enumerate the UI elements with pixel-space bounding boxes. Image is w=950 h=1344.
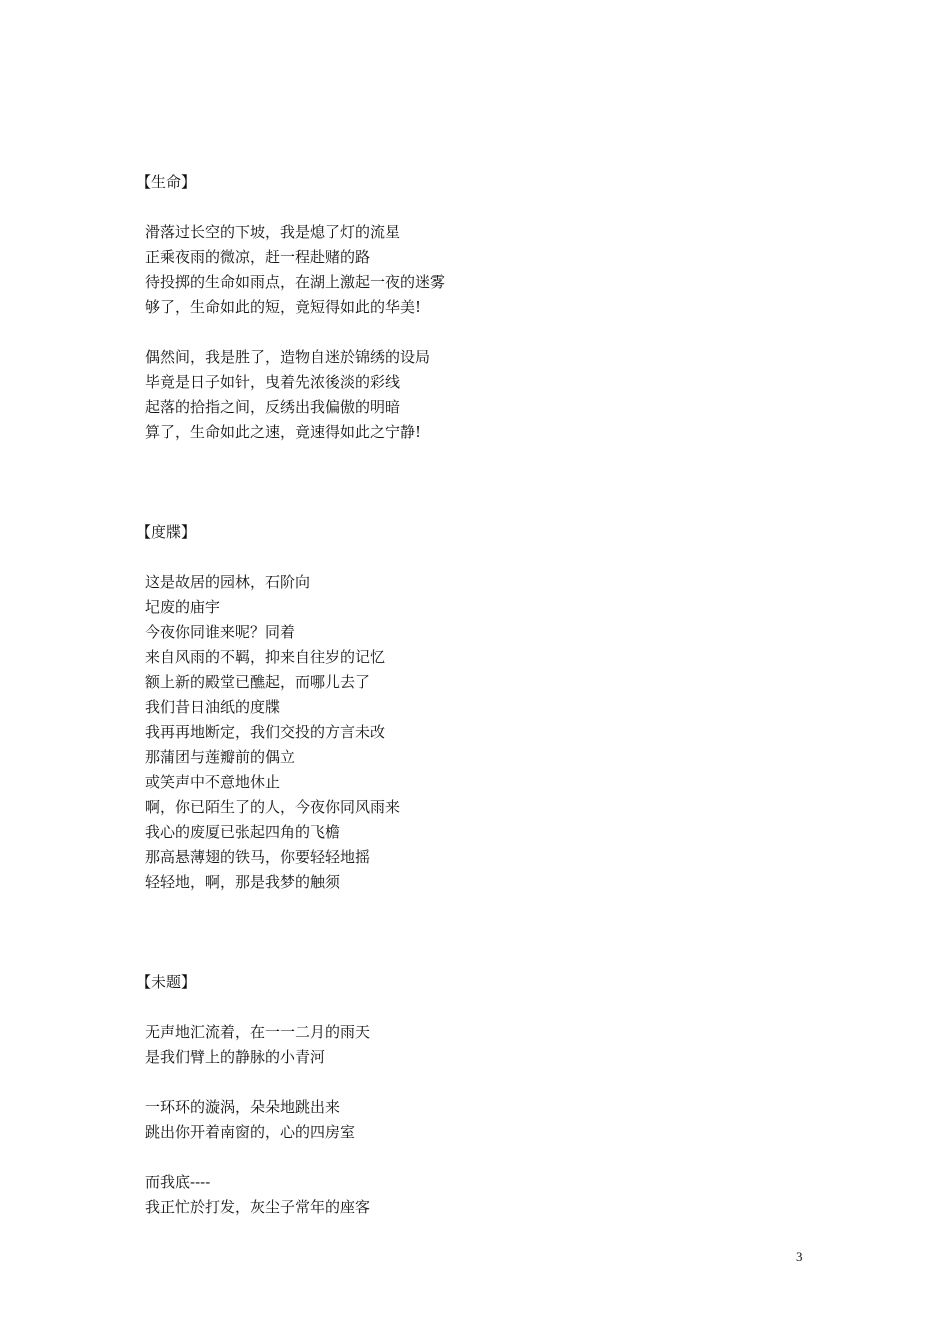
poem-line: 额上新的殿堂已醮起，而哪儿去了 <box>145 673 371 691</box>
poem-line: 算了，生命如此之速，竟速得如此之宁静! <box>145 423 422 441</box>
poem-line: 无声地汇流着，在一一二月的雨天 <box>145 1023 371 1041</box>
poem-line: 我正忙於打发，灰尘子常年的座客 <box>145 1198 371 1216</box>
poem-line: 偶然间，我是胜了，造物自迷於锦绣的设局 <box>145 348 431 366</box>
poem-line: 来自风雨的不羁，抑来自往岁的记忆 <box>145 648 386 666</box>
poem-line: 起落的拾指之间，反绣出我偏傲的明暗 <box>145 398 401 416</box>
stanza <box>145 1020 825 1070</box>
poem-line: 今夜你同谁来呢？同着 <box>145 623 296 641</box>
poem-line: 滑落过长空的下坡，我是熄了灯的流星 <box>145 223 401 241</box>
poem-line: 而我底---- <box>145 1173 211 1191</box>
poem-line: 我心的废厦已张起四角的飞檐 <box>145 823 341 841</box>
poem-dudie <box>136 520 825 895</box>
poem-line: 这是故居的园林，石阶向 <box>145 573 311 591</box>
poem-title: 【生命】 <box>136 173 197 191</box>
page-number: 3 <box>796 1249 803 1264</box>
poem-line: 毕竟是日子如针，曳着先浓後淡的彩线 <box>145 373 401 391</box>
poem-weiti <box>136 970 825 1220</box>
poem-line: 待投掷的生命如雨点，在湖上激起一夜的迷雾 <box>145 273 446 291</box>
poem-line: 圮废的庙宇 <box>145 598 221 616</box>
stanza <box>145 220 825 320</box>
poem-line: 轻轻地，啊，那是我梦的触须 <box>145 873 341 891</box>
poem-line: 啊，你已陌生了的人，今夜你同风雨来 <box>145 798 401 816</box>
poem-line: 跳出你开着南窗的，心的四房室 <box>145 1123 356 1141</box>
poem-line: 或笑声中不意地休止 <box>145 773 281 791</box>
poem-shengming <box>136 170 825 445</box>
poem-line: 正乘夜雨的微凉，赶一程赴赌的路 <box>145 248 371 266</box>
poem-line: 一环环的漩涡，朵朵地跳出来 <box>145 1098 341 1116</box>
poem-line: 那蒲团与莲瓣前的偶立 <box>145 748 296 766</box>
poem-collection <box>136 170 825 1220</box>
poem-line: 够了，生命如此的短，竟短得如此的华美! <box>145 298 422 316</box>
poem-line: 我再再地断定，我们交投的方言未改 <box>145 723 386 741</box>
poem-line: 是我们臂上的静脉的小青河 <box>145 1048 326 1066</box>
stanza <box>145 345 825 445</box>
poem-title: 【未题】 <box>136 973 197 991</box>
stanza <box>145 1095 825 1145</box>
stanza <box>145 570 825 895</box>
stanza <box>145 1170 825 1220</box>
poem-line: 那高悬薄翅的铁马，你要轻轻地摇 <box>145 848 371 866</box>
poem-title: 【度牒】 <box>136 523 197 541</box>
poem-line: 我们昔日油纸的度牒 <box>145 698 281 716</box>
